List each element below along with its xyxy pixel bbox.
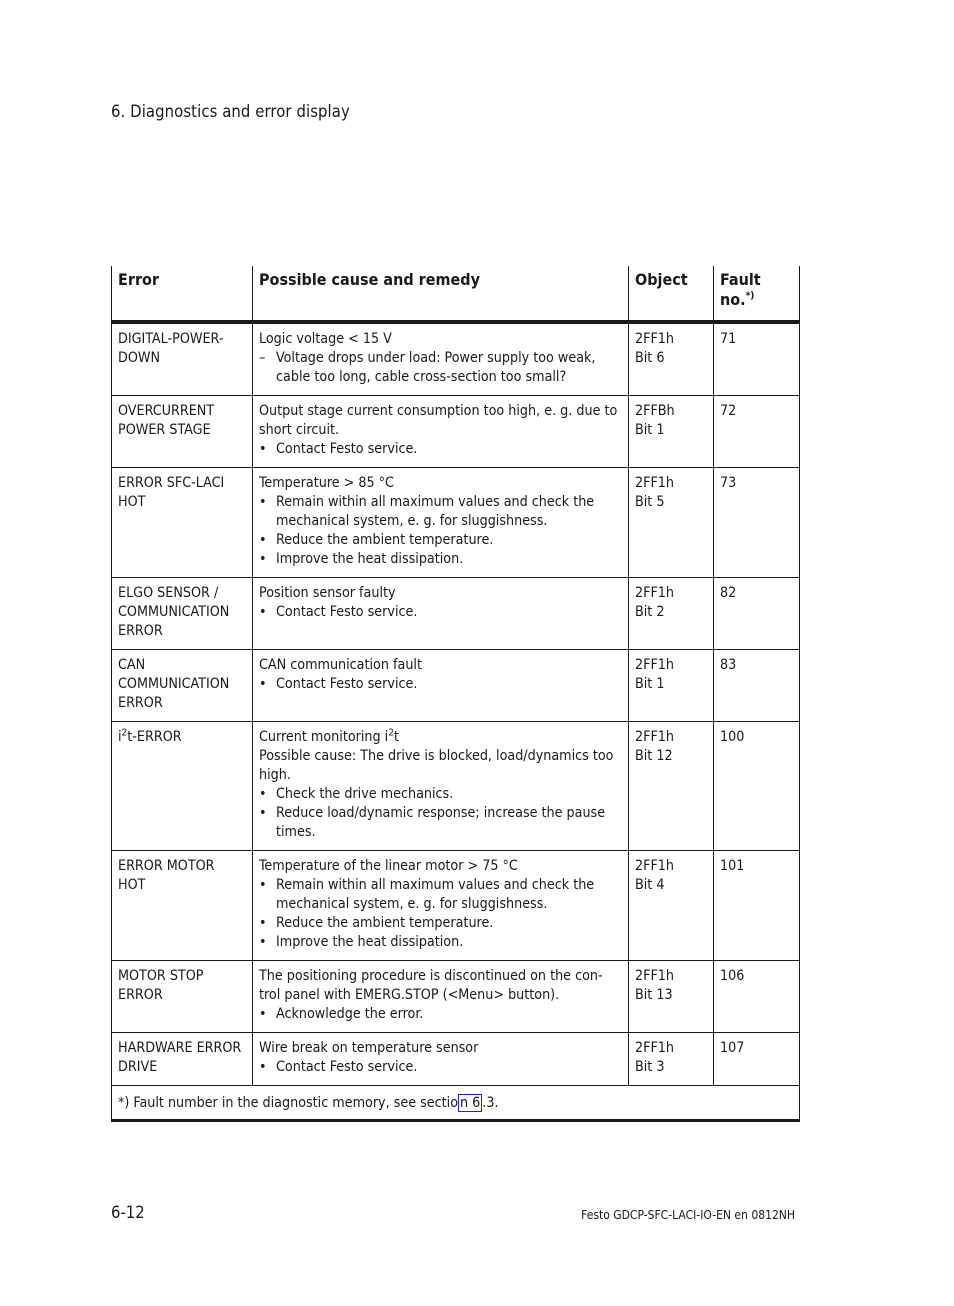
- object-ref: [629, 578, 714, 650]
- error-label: MOTOR STOP ERROR: [118, 968, 204, 1003]
- bullet-marker: –: [259, 350, 266, 366]
- cause-post: t: [393, 729, 399, 745]
- section-link[interactable]: n 6: [460, 1095, 481, 1111]
- remedy-text: Remain within all maximum values and check the mechanical system, e. g. for sluggishness.: [276, 494, 595, 529]
- cause-line: Temperature > 85 °C: [259, 475, 394, 491]
- remedy-item: [259, 493, 622, 531]
- remedy-item: [259, 785, 622, 804]
- table-row: [112, 396, 800, 468]
- object-ref: [629, 650, 714, 722]
- remedy-text: Voltage drops under load: Power supply too weak, cable too long, cable cross-section too small?: [276, 350, 596, 385]
- error-name: [112, 468, 253, 578]
- remedy-item: [259, 550, 622, 569]
- remedy-item: [259, 876, 622, 914]
- fault-number: 71: [714, 322, 800, 396]
- object-line: Bit 6: [635, 350, 665, 366]
- remedy-text: Reduce the ambient temperature.: [276, 532, 494, 548]
- remedy-text: Check the drive mechanics.: [276, 786, 454, 802]
- object-line: Bit 13: [635, 987, 673, 1003]
- table-row: [112, 322, 800, 396]
- cause-remedy: [253, 722, 629, 851]
- bullet-marker: •: [259, 805, 267, 821]
- table-row: [112, 722, 800, 851]
- object-line: Bit 4: [635, 877, 665, 893]
- bullet-marker: •: [259, 441, 267, 457]
- cause-line: [259, 728, 622, 747]
- error-name: [112, 722, 253, 851]
- bullet-marker: •: [259, 494, 267, 510]
- remedy-text: Contact Festo service.: [276, 676, 418, 692]
- table-row: [112, 851, 800, 961]
- remedy-text: Contact Festo service.: [276, 1059, 418, 1075]
- bullet-marker: •: [259, 532, 267, 548]
- error-name: [112, 396, 253, 468]
- object-line: 2FF1h: [635, 968, 675, 984]
- remedy-item: [259, 933, 622, 952]
- remedy-item: [259, 914, 622, 933]
- cause-remedy: [253, 1033, 629, 1086]
- remedy-text: Contact Festo service.: [276, 604, 418, 620]
- table-row: [112, 1033, 800, 1086]
- remedy-item: [259, 1058, 622, 1077]
- cause-line: Position sensor faulty: [259, 585, 396, 601]
- remedy-text: Improve the heat dissipation.: [276, 934, 464, 950]
- cause-line: CAN communication fault: [259, 657, 422, 673]
- cause-remedy: [253, 396, 629, 468]
- remedy-item: [259, 531, 622, 550]
- object-line: 2FFBh: [635, 403, 675, 419]
- header-fault-label: Fault no.: [720, 270, 761, 309]
- cause-remedy: [253, 468, 629, 578]
- object-ref: [629, 961, 714, 1033]
- remedy-item: [259, 440, 622, 459]
- bullet-marker: •: [259, 551, 267, 567]
- object-ref: [629, 722, 714, 851]
- footnote-prefix: *) Fault number in the diagnostic memory, see sectio: [118, 1095, 459, 1111]
- table-row: [112, 961, 800, 1033]
- bullet-marker: •: [259, 915, 267, 931]
- cause-line: Logic voltage < 15 V: [259, 331, 392, 347]
- object-line: 2FF1h: [635, 331, 675, 347]
- cause-remedy: [253, 650, 629, 722]
- error-name: [112, 322, 253, 396]
- bullet-marker: •: [259, 604, 267, 620]
- object-line: 2FF1h: [635, 729, 675, 745]
- cause-line: Wire break on temperature sensor: [259, 1040, 479, 1056]
- remedy-text: Contact Festo service.: [276, 441, 418, 457]
- remedy-item: [259, 804, 622, 842]
- fault-number: 101: [714, 851, 800, 961]
- table-row: [112, 468, 800, 578]
- fault-number: 72: [714, 396, 800, 468]
- footnote-suffix: .3.: [482, 1095, 499, 1111]
- bullet-marker: •: [259, 676, 267, 692]
- fault-number: 106: [714, 961, 800, 1033]
- footnote-row: [112, 1086, 800, 1121]
- cause-line: Possible cause: The drive is blocked, load/dynamics too high.: [259, 748, 614, 783]
- cause-sup: 2: [388, 727, 394, 739]
- object-line: Bit 1: [635, 676, 665, 692]
- table-row: [112, 650, 800, 722]
- error-label-post: t-ERROR: [127, 729, 182, 745]
- remedy-text: Remain within all maximum values and check the mechanical system, e. g. for sluggishness.: [276, 877, 595, 912]
- cause-remedy: [253, 851, 629, 961]
- remedy-text: Reduce the ambient temperature.: [276, 915, 494, 931]
- remedy-item: [259, 603, 622, 622]
- fault-number: 82: [714, 578, 800, 650]
- error-label: DIGITAL-POWER-DOWN: [118, 331, 224, 366]
- error-label: HARDWARE ERROR DRIVE: [118, 1040, 242, 1075]
- error-table: [111, 266, 800, 1122]
- error-name: [112, 851, 253, 961]
- page-number: 6-12: [111, 1203, 145, 1222]
- header-fault: [714, 266, 800, 322]
- object-line: Bit 1: [635, 422, 665, 438]
- object-line: Bit 2: [635, 604, 665, 620]
- error-name: [112, 961, 253, 1033]
- cause-line: Output stage current consumption too high, e. g. due to short circuit.: [259, 403, 618, 438]
- error-label-sup: 2: [121, 727, 128, 739]
- document-info: Festo GDCP-SFC-LACI-IO-EN en 0812NH: [581, 1208, 795, 1222]
- footnote-mark: *): [745, 290, 755, 302]
- error-name: [112, 578, 253, 650]
- object-ref: [629, 1033, 714, 1086]
- error-label: ELGO SENSOR / COMMUNICATION ERROR: [118, 585, 230, 639]
- header-object: Object: [629, 266, 714, 322]
- object-line: 2FF1h: [635, 657, 675, 673]
- error-name: [112, 650, 253, 722]
- object-line: 2FF1h: [635, 858, 675, 874]
- object-line: 2FF1h: [635, 1040, 675, 1056]
- bullet-marker: •: [259, 1059, 267, 1075]
- fault-number: 73: [714, 468, 800, 578]
- object-line: 2FF1h: [635, 475, 675, 491]
- error-name: [112, 1033, 253, 1086]
- remedy-item: [259, 1005, 622, 1024]
- object-ref: [629, 851, 714, 961]
- cause-remedy: [253, 578, 629, 650]
- remedy-item: [259, 675, 622, 694]
- bullet-marker: •: [259, 934, 267, 950]
- error-label: CAN COMMUNICATION ERROR: [118, 657, 230, 711]
- table-header-row: [112, 266, 800, 322]
- object-line: Bit 5: [635, 494, 665, 510]
- error-label: ERROR MOTOR HOT: [118, 858, 215, 893]
- remedy-text: Reduce load/dynamic response; increase the pause times.: [276, 805, 606, 840]
- cause-line: The positioning procedure is discontinued on the con-trol panel with EMERG.STOP (<Menu> button).: [259, 968, 603, 1003]
- cause-remedy: [253, 322, 629, 396]
- object-line: Bit 12: [635, 748, 673, 764]
- bullet-marker: •: [259, 786, 267, 802]
- object-line: Bit 3: [635, 1059, 665, 1075]
- fault-number: 107: [714, 1033, 800, 1086]
- header-error: Error: [112, 266, 253, 322]
- error-label-pre: i: [118, 729, 122, 745]
- bullet-marker: •: [259, 877, 267, 893]
- remedy-text: Improve the heat dissipation.: [276, 551, 464, 567]
- object-ref: [629, 468, 714, 578]
- footnote: [112, 1086, 800, 1121]
- header-cause: Possible cause and remedy: [253, 266, 629, 322]
- fault-number: 100: [714, 722, 800, 851]
- chapter-heading: 6. Diagnostics and error display: [111, 102, 350, 121]
- bullet-marker: •: [259, 1006, 267, 1022]
- object-ref: [629, 322, 714, 396]
- cause-pre: Current monitoring i: [259, 729, 389, 745]
- table-row: [112, 578, 800, 650]
- fault-number: 83: [714, 650, 800, 722]
- cause-line: Temperature of the linear motor > 75 °C: [259, 858, 518, 874]
- cause-remedy: [253, 961, 629, 1033]
- remedy-item: [259, 349, 622, 387]
- remedy-text: Acknowledge the error.: [276, 1006, 424, 1022]
- object-line: 2FF1h: [635, 585, 675, 601]
- object-ref: [629, 396, 714, 468]
- error-label: OVERCURRENT POWER STAGE: [118, 403, 215, 438]
- error-label: ERROR SFC-LACI HOT: [118, 475, 225, 510]
